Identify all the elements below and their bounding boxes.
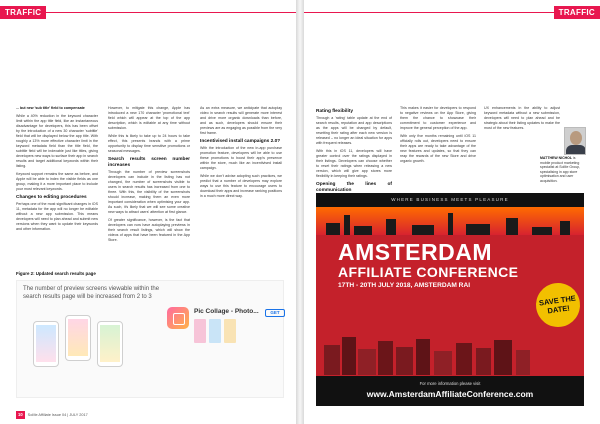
author-photo <box>564 127 586 155</box>
get-button[interactable]: GET <box>265 309 285 317</box>
skyline-building <box>560 221 570 235</box>
section-rule <box>42 12 296 13</box>
left-page <box>0 0 296 424</box>
subheading: Rating flexibility <box>316 109 354 114</box>
phone-screen <box>100 325 120 362</box>
skyline-banner <box>316 207 584 235</box>
canal-house <box>378 341 393 375</box>
search-results-figure <box>16 280 284 398</box>
author-bio: is mobile product marketing specialist at SoMe Group, specialising in app store optimisation and user acquisition. <box>540 156 581 183</box>
listing-screenshots <box>194 319 264 343</box>
canal-house <box>342 337 356 375</box>
paragraph: With this in iOS 11, developers will have greater control over the ratings displayed in their listings. Developers can choose whether to reset their ratings when releasing a new version, which will give app stores more flexibility in keeping their ratings. <box>316 149 392 178</box>
canal-house <box>434 351 452 375</box>
canal-house <box>416 339 430 375</box>
canal-house <box>358 349 376 375</box>
canal-house <box>516 350 530 375</box>
skyline-tower <box>344 215 350 235</box>
section-rule <box>304 12 557 13</box>
right-column-2 <box>400 106 476 167</box>
author-box <box>540 156 585 183</box>
subheading: Opening the lines of communication <box>316 182 392 193</box>
canal-house <box>476 348 491 375</box>
skyline-building <box>466 224 490 235</box>
section-tag: TRAFFIC <box>0 6 46 19</box>
left-column-2 <box>108 106 190 246</box>
paragraph: Perhaps one of the most significant changes in iOS 11, metadata for the app will no longer be editable without a new app submission. This means developers will need to plan ahead and submit new versions when they want to update their keywords and other information. <box>16 202 98 231</box>
app-icon <box>167 307 189 329</box>
author-body <box>566 145 586 155</box>
phone-screen <box>68 319 88 356</box>
paragraph: Of greater significance, however, is the fact that developers can now have autoplaying previews in their search result listings, which will show the videos of apps that have been featured in the App Store. <box>108 218 190 242</box>
page-footer-left <box>16 411 88 419</box>
canal-house <box>494 340 512 375</box>
skyline-building <box>354 226 372 235</box>
figure-text: The number of preview screens viewable within the search results page will be increased from 2 to 3 <box>23 286 160 300</box>
screenshot <box>194 319 206 343</box>
ad-title-main: AMSTERDAM <box>338 239 492 265</box>
phone-mockup <box>97 321 123 367</box>
canal-house <box>456 343 472 375</box>
screenshot <box>209 319 221 343</box>
skyline-building <box>412 225 434 235</box>
subheading: Changes to editing procedures <box>16 195 87 200</box>
app-listing <box>167 307 287 347</box>
skyline-building <box>326 223 340 235</box>
canal-house <box>396 347 413 375</box>
paragraph: While a 40% reduction in the keyword character limit within the app title field, like an instantaneous disadvantage for developers, this has been offset by the introduction of a new 30 character 'subtitle' field that will be displayed below the app title. With roughly a 13% more effective character limit in the keyword metadata field than the title field, the subtitle field will be indexable just like titles, giving developers new ways to surface their app in search results and target additional keywords within their listing. <box>16 114 98 168</box>
paragraph: As an extra measure, we anticipate that autoplay video in search results will generate more interest and drive more organic downloads than before, and as such, developers should ensure their previews are as engaging as possible from the very first frame. <box>200 106 282 135</box>
section-header-right <box>304 6 600 19</box>
right-column-3 <box>484 106 560 134</box>
section-header-left <box>0 6 296 19</box>
paragraph: While this is likely to take up to 24 hours to take effect, this presents brands with a prime opportunity to display time sensitive promotions or seasonal messages. <box>108 134 190 153</box>
skyline-building <box>386 219 396 235</box>
paragraph: This makes it easier for developers to respond to negative reviews on the App Store, giving them the chance to showcase their commitment to customer experience and improve the general perception of the app. <box>400 106 476 130</box>
right-page <box>304 0 600 424</box>
subheading: Search results screen number increases <box>108 157 190 168</box>
author-head <box>570 131 582 145</box>
author-name: MATTHEW NICHOL <box>540 156 573 160</box>
left-column-1 <box>16 106 98 235</box>
save-the-date-badge: SAVE THE DATE! <box>533 280 583 330</box>
canal-house <box>324 345 340 375</box>
spine-gutter <box>296 0 304 424</box>
skyline-building <box>532 227 552 235</box>
figure-caption: Figure 2: Updated search results page <box>16 271 96 276</box>
conference-advert[interactable] <box>316 193 584 406</box>
ad-dates: 17TH - 20TH JULY 2018, AMSTERDAM RAI <box>338 282 471 289</box>
left-column-3 <box>200 106 282 202</box>
phone-mockup <box>33 321 59 367</box>
paragraph: However, to mitigate this change, Apple has introduced a new 170 character 'promotional text' field which will appear at the top of the app description, which is editable at any time without submission. <box>108 106 190 130</box>
ad-more-info: For more information please visit <box>419 381 481 386</box>
section-tag: TRAFFIC <box>554 6 600 19</box>
paragraph: Through a 'rating' table update at the end of search results, reputation and app descriptions as the apps will be changed by default, resetting their rating after each new version is released – no longer an ideal situation for apps with frequent releases. <box>316 116 392 145</box>
screenshot <box>224 319 236 343</box>
paragraph: Keyword support remains the same as before, and Apple will be able to index the visible fields as one group, making it a more important place to include your most relevant keywords. <box>16 172 98 191</box>
ad-title-sub: AFFILIATE CONFERENCE <box>338 264 519 280</box>
skyline-building <box>506 218 518 235</box>
paragraph: With the introduction of the new in-app purchase promotion feature, developers will be able to use these promotions to boost their app's presence within the store, much like an incentivised install campaign. <box>200 146 282 170</box>
phone-screen <box>36 325 56 362</box>
ad-footer <box>316 376 584 406</box>
phone-mockup <box>65 315 91 361</box>
skyline-tower <box>448 213 453 235</box>
paragraph: Through the number of preview screenshots developers can include in the listing has not changed, the number of screenshots visible to users in search results has increased from one to three. With this, the visibility of the screenshots should increase, making them an even more important consideration when optimising your app. As such, it's likely that we will see some creative new ways to attract users' attention at first glance. <box>108 170 190 214</box>
ad-tagline: WHERE BUSINESS MEETS PLEASURE <box>316 193 584 207</box>
page-number: 10 <box>18 412 23 417</box>
paragraph: With only five months remaining until iOS 11 officially rolls out, developers need to ensure their apps are ready to take advantage of the new features and updates, so that they can reap the rewards of the new Store and drive organic growth. <box>400 134 476 163</box>
paragraph: While we don't advise adopting such practices, we predict that a number of developers may explore ways to use this feature to encourage users to download their apps and increase ranking positions in a much more direct way. <box>200 174 282 198</box>
paragraph: UX enhancements in the ability to adjust keyword metadata without a new submission, developers will need to plan ahead and be strategic about their listing updates to make the most of the new features. <box>484 106 560 130</box>
ad-url-link[interactable]: www.AmsterdamAffiliateConference.com <box>366 389 534 399</box>
app-title: Pic Collage - Photo... <box>194 308 259 315</box>
issue-line: SoMe Affiliate Issue 04 | JULY 2017 <box>27 413 88 417</box>
intro-heading: ... but new 'sub title' field to compensate <box>16 106 85 110</box>
subheading: Incentivised install campaigns 2.0? <box>200 139 281 144</box>
